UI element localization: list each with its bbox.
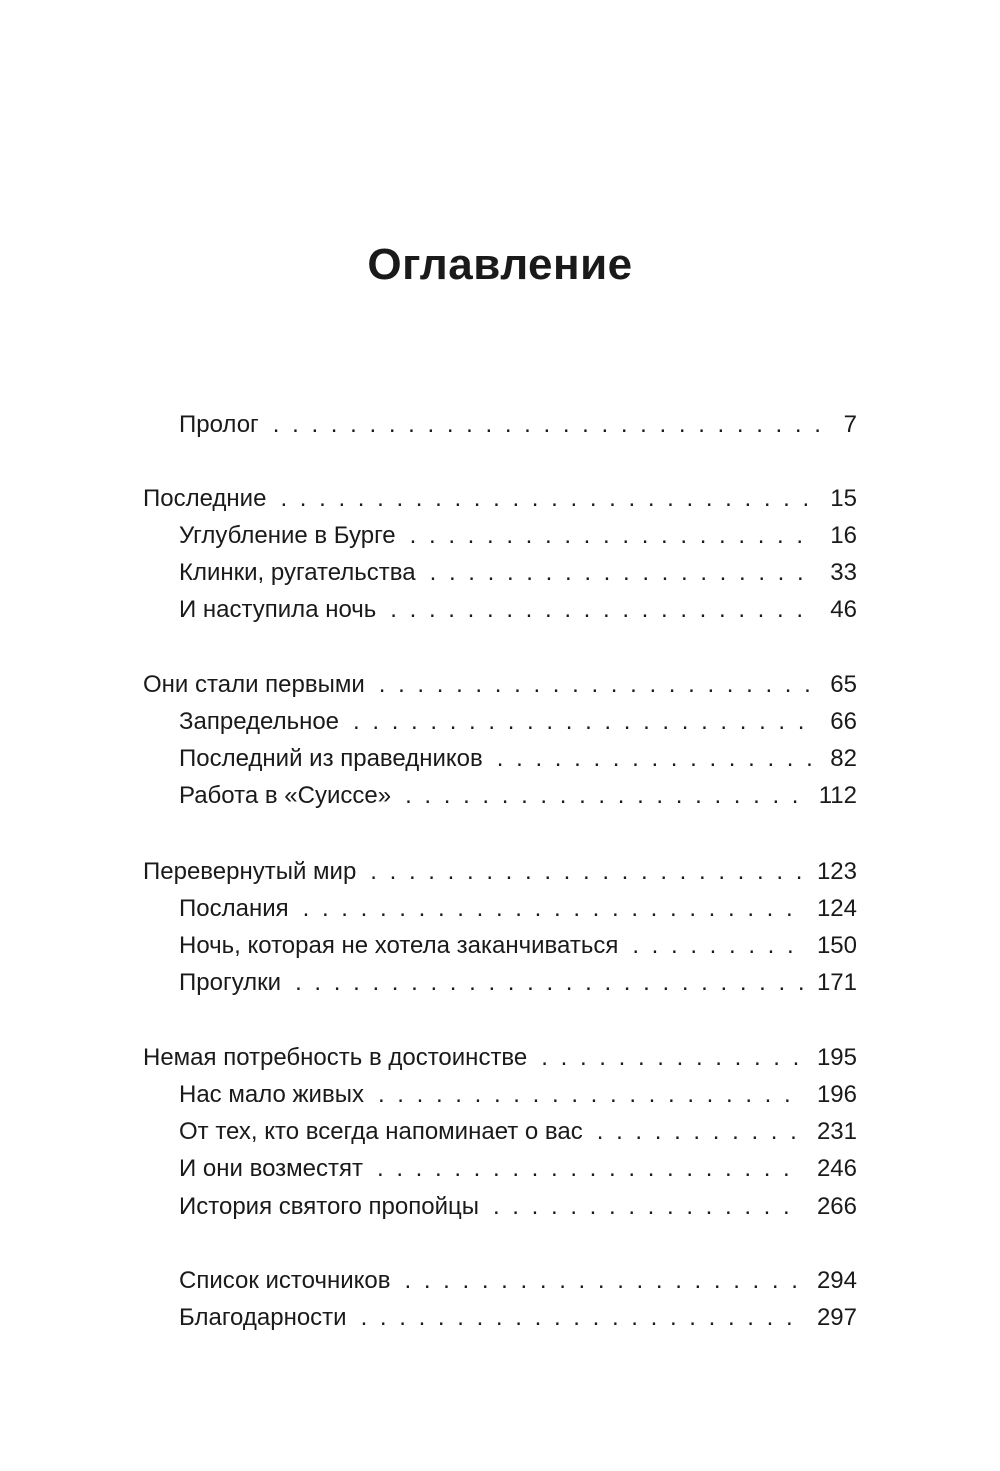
dot-leader	[597, 1115, 803, 1149]
dot-leader	[405, 1264, 803, 1298]
toc-entry-page: 297	[816, 1304, 857, 1331]
toc-entry[interactable]	[179, 408, 857, 442]
toc-entry-page: 294	[816, 1267, 857, 1294]
toc-entry-page: 246	[816, 1155, 857, 1182]
toc-entry-page: 266	[816, 1193, 857, 1220]
toc-entry[interactable]	[179, 892, 857, 926]
toc-entry[interactable]	[179, 966, 857, 1000]
dot-leader	[361, 1301, 803, 1335]
toc-entry[interactable]	[179, 779, 857, 813]
toc-entry-title: Работа в «Суиссе»	[179, 782, 392, 809]
toc-entry[interactable]	[179, 1190, 857, 1224]
toc-entry-title: Они стали первыми	[143, 671, 365, 698]
toc-entry[interactable]	[179, 1078, 857, 1112]
dot-leader	[303, 892, 803, 926]
toc-entry-title: Немая потребность в достоинстве	[143, 1044, 528, 1071]
toc-entry[interactable]	[179, 1264, 857, 1298]
toc-entry-page: 231	[816, 1118, 857, 1145]
toc-entry-page: 16	[830, 522, 857, 549]
toc-entry-title: Ночь, которая не хотела заканчиваться	[179, 932, 619, 959]
toc-entry[interactable]	[179, 556, 857, 590]
toc-entry[interactable]	[143, 668, 857, 702]
toc-entry[interactable]	[143, 1041, 857, 1075]
toc-entry-page: 195	[816, 1044, 857, 1071]
toc-entry[interactable]	[143, 482, 857, 516]
toc-entry-title: И наступила ночь	[179, 596, 377, 623]
toc-entry-title: Клинки, ругательства	[179, 559, 416, 586]
toc-entry-page: 66	[830, 708, 857, 735]
dot-leader	[632, 929, 803, 963]
toc-entry-title: История святого пропойцы	[179, 1193, 479, 1220]
toc-entry[interactable]	[179, 1115, 857, 1149]
toc-entry-page: 33	[830, 559, 857, 586]
dot-leader	[353, 705, 816, 739]
dot-leader	[390, 593, 816, 627]
toc-entry-page: 82	[830, 745, 857, 772]
dot-leader	[405, 779, 805, 813]
toc-entry-title: Углубление в Бурге	[179, 522, 396, 549]
toc-entry-title: Последний из праведников	[179, 745, 483, 772]
toc-entry[interactable]	[179, 593, 857, 627]
dot-leader	[273, 408, 830, 442]
dot-leader	[379, 668, 817, 702]
toc-entry-title: И они возместят	[179, 1155, 363, 1182]
toc-entry-title: Перевернутый мир	[143, 858, 357, 885]
toc-entry-page: 7	[843, 411, 857, 438]
dot-leader	[370, 855, 803, 889]
toc-entry[interactable]	[179, 705, 857, 739]
toc-entry-page: 150	[816, 932, 857, 959]
dot-leader	[493, 1190, 803, 1224]
toc-entry[interactable]	[143, 855, 857, 889]
dot-leader	[410, 519, 817, 553]
toc-entry-page: 46	[830, 596, 857, 623]
toc-entry-page: 65	[830, 671, 857, 698]
toc-entry[interactable]	[179, 1152, 857, 1186]
toc-entry-page: 171	[816, 969, 857, 996]
toc-entry-page: 124	[816, 895, 857, 922]
toc-entry-page: 112	[818, 782, 857, 809]
dot-leader	[377, 1152, 803, 1186]
dot-leader	[295, 966, 803, 1000]
toc-entry[interactable]	[179, 519, 857, 553]
toc-entry-title: Пролог	[179, 411, 259, 438]
toc-entry-title: От тех, кто всегда напоминает о вас	[179, 1118, 583, 1145]
toc-entry-title: Прогулки	[179, 969, 282, 996]
page-title: Оглавление	[367, 240, 633, 289]
toc-entry-title: Послания	[179, 895, 289, 922]
dot-leader	[430, 556, 817, 590]
dot-leader	[378, 1078, 803, 1112]
toc-entry[interactable]	[179, 742, 857, 776]
toc-entry-page: 196	[816, 1081, 857, 1108]
toc-entry-title: Список источников	[179, 1267, 391, 1294]
dot-leader	[497, 742, 817, 776]
toc-entry[interactable]	[179, 1301, 857, 1335]
dot-leader	[541, 1041, 803, 1075]
toc-entry-title: Нас мало живых	[179, 1081, 364, 1108]
toc-entry-page: 123	[816, 858, 857, 885]
toc-entry-title: Благодарности	[179, 1304, 347, 1331]
toc-entry[interactable]	[179, 929, 857, 963]
toc-entry-page: 15	[830, 485, 857, 512]
toc-entry-title: Запредельное	[179, 708, 340, 735]
dot-leader	[280, 482, 816, 516]
toc-entry-title: Последние	[143, 485, 267, 512]
